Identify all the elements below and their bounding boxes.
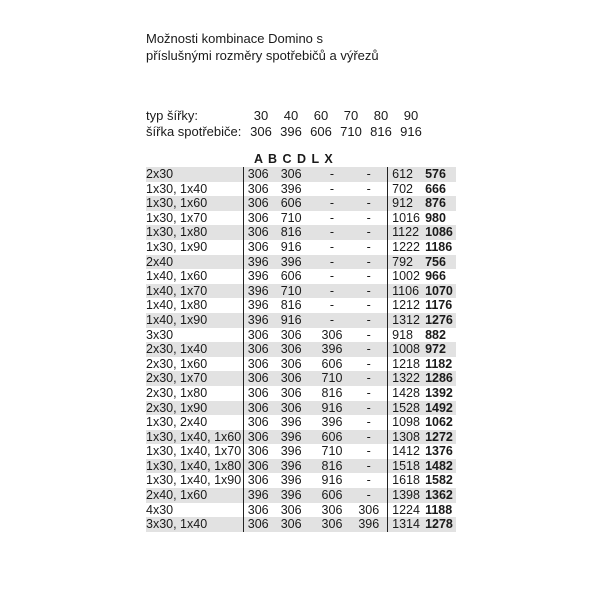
table-body [146, 167, 456, 532]
dimension-b-cell: 916 [280, 312, 302, 327]
combination-cell: 4x30 [146, 502, 174, 517]
dimension-x-cell: 1276 [425, 312, 453, 327]
dimension-x-cell: 1392 [425, 385, 453, 400]
dimension-c-cell: - [329, 298, 335, 313]
dimension-l-cell: 1312 [387, 313, 425, 328]
dimension-l-cell: 918 [387, 328, 425, 343]
table-row [146, 167, 456, 182]
dimension-x-cell: 980 [425, 210, 446, 225]
dimension-c-cell: - [329, 196, 335, 211]
table-row [146, 225, 456, 240]
dimension-a-cell: 306 [243, 371, 281, 386]
combination-cell: 1x30, 1x60 [146, 196, 208, 211]
table-row [146, 430, 456, 445]
type-width-row [146, 108, 426, 124]
dimension-a-cell: 396 [243, 255, 281, 270]
column-header-letters: A B C D L X [254, 152, 334, 166]
dimension-a-cell: 306 [243, 401, 281, 416]
dimension-l-cell: 1098 [387, 415, 425, 430]
dimension-l-cell: 1212 [387, 298, 425, 313]
dimension-l-cell: 1428 [387, 386, 425, 401]
dimension-b-cell: 306 [280, 167, 302, 181]
dimension-c-cell: - [329, 239, 335, 254]
dimension-l-cell: 1412 [387, 444, 425, 459]
type-width-value: 90 [403, 108, 419, 123]
table-row [146, 269, 456, 284]
dimension-d-cell: - [366, 181, 371, 196]
dimension-d-cell: - [366, 254, 371, 269]
dimension-l-cell: 1308 [387, 430, 425, 445]
combination-cell: 2x40, 1x60 [146, 488, 208, 503]
dimension-l-cell: 1122 [387, 225, 425, 240]
dimension-x-cell: 1362 [425, 488, 453, 503]
dimension-l-cell: 1518 [387, 459, 425, 474]
dimension-a-cell: 306 [243, 167, 281, 182]
table-row [146, 459, 456, 474]
dimension-b-cell: 306 [280, 356, 302, 371]
title-line-2: příslušnými rozměry spotřebičů a výřezů [146, 48, 379, 63]
dimension-c-cell: 396 [321, 342, 343, 357]
table-row [146, 328, 456, 343]
dimension-l-cell: 1222 [387, 240, 425, 255]
dimension-b-cell: 816 [280, 225, 302, 240]
dimension-b-cell: 306 [280, 327, 302, 342]
dimension-d-cell: - [366, 444, 371, 459]
dimension-a-cell: 306 [243, 211, 281, 226]
table-row [146, 342, 456, 357]
appliance-width-value: 306 [250, 124, 272, 139]
dimension-x-cell: 1286 [425, 371, 453, 386]
dimension-a-cell: 306 [243, 430, 281, 445]
dimension-x-cell: 1278 [425, 517, 453, 532]
dimension-x-cell: 1492 [425, 400, 453, 415]
dimension-d-cell: - [366, 298, 371, 313]
dimension-c-cell: - [329, 167, 335, 181]
dimension-c-cell: 606 [321, 488, 343, 503]
dimension-d-cell: - [366, 473, 371, 488]
dimension-a-cell: 306 [243, 240, 281, 255]
combination-cell: 2x30, 1x90 [146, 400, 208, 415]
table-row [146, 255, 456, 270]
dimension-d-cell: - [366, 371, 371, 386]
dimension-d-cell: - [366, 385, 371, 400]
dimension-x-cell: 972 [425, 342, 446, 357]
type-width-value: 60 [313, 108, 329, 123]
appliance-width-row [146, 124, 426, 140]
table-row [146, 503, 456, 518]
table-row [146, 182, 456, 197]
table-row [146, 488, 456, 503]
dimension-l-cell: 1016 [387, 211, 425, 226]
combination-cell: 2x30, 1x80 [146, 385, 208, 400]
appliance-width-value: 606 [310, 124, 332, 139]
dimension-x-cell: 666 [425, 181, 446, 196]
table-row [146, 298, 456, 313]
dimension-a-cell: 306 [243, 444, 281, 459]
dimension-a-cell: 306 [243, 415, 281, 430]
dimension-x-cell: 1176 [425, 298, 453, 313]
dimension-c-cell: - [329, 181, 335, 196]
appliance-width-value: 916 [400, 124, 422, 139]
dimension-l-cell: 1314 [387, 517, 425, 532]
dimension-d-cell: 306 [358, 502, 380, 517]
width-types-block [146, 108, 426, 140]
combination-cell: 2x30, 1x70 [146, 371, 208, 386]
dimension-b-cell: 306 [280, 517, 302, 532]
dimension-c-cell: 710 [321, 444, 343, 459]
table-row [146, 371, 456, 386]
dimension-d-cell: - [366, 312, 371, 327]
combination-cell: 1x30, 2x40 [146, 415, 208, 430]
dimension-c-cell: - [329, 312, 335, 327]
type-width-value: 30 [253, 108, 269, 123]
dimension-a-cell: 396 [243, 269, 281, 284]
dimension-d-cell: 396 [358, 517, 380, 532]
table-row [146, 284, 456, 299]
dimension-x-cell: 1070 [425, 283, 453, 298]
dimension-a-cell: 396 [243, 488, 281, 503]
combination-cell: 1x30, 1x40, 1x90 [146, 473, 242, 488]
combination-cell: 1x30, 1x40, 1x80 [146, 458, 242, 473]
dimension-d-cell: - [366, 167, 371, 181]
dimension-l-cell: 912 [387, 196, 425, 211]
dimension-b-cell: 396 [280, 488, 302, 503]
dimension-b-cell: 306 [280, 342, 302, 357]
table-row [146, 444, 456, 459]
dimension-b-cell: 306 [280, 502, 302, 517]
dimension-x-cell: 1182 [425, 356, 453, 371]
combination-cell: 1x30, 1x40 [146, 181, 208, 196]
dimension-b-cell: 396 [280, 254, 302, 269]
combination-cell: 2x40 [146, 254, 174, 269]
dimension-l-cell: 1002 [387, 269, 425, 284]
table-header [146, 152, 456, 167]
document-title [146, 30, 379, 64]
table-row [146, 313, 456, 328]
dimension-b-cell: 916 [280, 239, 302, 254]
dimension-a-cell: 396 [243, 298, 281, 313]
dimension-c-cell: 916 [321, 400, 343, 415]
dimension-a-cell: 396 [243, 284, 281, 299]
combination-cell: 1x30, 1x40, 1x70 [146, 444, 242, 459]
table-row [146, 473, 456, 488]
dimension-a-cell: 306 [243, 503, 281, 518]
dimension-c-cell: 816 [321, 458, 343, 473]
dimension-c-cell: 710 [321, 371, 343, 386]
dimension-x-cell: 1062 [425, 415, 453, 430]
dimension-b-cell: 306 [280, 371, 302, 386]
dimension-c-cell: - [329, 225, 335, 240]
type-width-value: 40 [283, 108, 299, 123]
dimension-a-cell: 306 [243, 473, 281, 488]
combination-cell: 2x30, 1x40 [146, 342, 208, 357]
dimension-x-cell: 882 [425, 327, 446, 342]
dimension-x-cell: 1188 [425, 502, 453, 517]
combination-cell: 3x30, 1x40 [146, 517, 208, 532]
combination-cell: 1x30, 1x70 [146, 210, 208, 225]
dimension-l-cell: 1398 [387, 488, 425, 503]
dimension-x-cell: 756 [425, 254, 446, 269]
table-row [146, 401, 456, 416]
dimension-b-cell: 606 [280, 196, 302, 211]
dimension-l-cell: 1106 [387, 284, 425, 299]
dimension-d-cell: - [366, 356, 371, 371]
dimension-b-cell: 606 [280, 269, 302, 284]
combination-cell: 1x30, 1x80 [146, 225, 208, 240]
dimension-d-cell: - [366, 269, 371, 284]
dimension-d-cell: - [366, 283, 371, 298]
dimension-d-cell: - [366, 327, 371, 342]
dimension-l-cell: 702 [387, 182, 425, 197]
dimension-c-cell: - [329, 210, 335, 225]
dimension-x-cell: 876 [425, 196, 446, 211]
dimension-l-cell: 612 [387, 167, 425, 182]
dimension-c-cell: 606 [321, 429, 343, 444]
dimension-l-cell: 1218 [387, 357, 425, 372]
table-row [146, 196, 456, 211]
table-row [146, 211, 456, 226]
dimension-c-cell: - [329, 254, 335, 269]
dimension-a-cell: 306 [243, 328, 281, 343]
combination-cell: 1x30, 1x90 [146, 239, 208, 254]
dimension-x-cell: 1086 [425, 225, 453, 240]
dimension-b-cell: 396 [280, 429, 302, 444]
dimension-d-cell: - [366, 196, 371, 211]
appliance-width-value: 710 [340, 124, 362, 139]
dimension-c-cell: 606 [321, 356, 343, 371]
combination-cell: 2x30, 1x60 [146, 356, 208, 371]
dimension-c-cell: 306 [321, 502, 343, 517]
table-row [146, 517, 456, 532]
dimension-a-cell: 306 [243, 386, 281, 401]
dimension-c-cell: 396 [321, 415, 343, 430]
dimension-x-cell: 1186 [425, 239, 453, 254]
dimension-d-cell: - [366, 415, 371, 430]
dimension-c-cell: 916 [321, 473, 343, 488]
dimension-a-cell: 306 [243, 196, 281, 211]
dimension-x-cell: 1482 [425, 458, 453, 473]
dimension-x-cell: 1376 [425, 444, 453, 459]
table-row [146, 415, 456, 430]
dimension-b-cell: 710 [280, 283, 302, 298]
combination-cell: 1x40, 1x90 [146, 312, 208, 327]
title-line-1: Možnosti kombinace Domino s [146, 31, 324, 46]
dimension-c-cell: 306 [321, 517, 343, 532]
combination-cell: 1x40, 1x60 [146, 269, 208, 284]
dimension-c-cell: - [329, 269, 335, 284]
dimension-a-cell: 306 [243, 182, 281, 197]
type-width-value: 80 [373, 108, 389, 123]
combination-cell: 2x30 [146, 167, 174, 181]
dimension-b-cell: 306 [280, 385, 302, 400]
type-width-value: 70 [343, 108, 359, 123]
combination-cell: 1x30, 1x40, 1x60 [146, 429, 242, 444]
dimension-d-cell: - [366, 239, 371, 254]
dimension-c-cell: 306 [321, 327, 343, 342]
table-row [146, 240, 456, 255]
dimension-l-cell: 1528 [387, 401, 425, 416]
dimension-d-cell: - [366, 458, 371, 473]
dimension-a-cell: 306 [243, 342, 281, 357]
dimension-d-cell: - [366, 429, 371, 444]
dimension-x-cell: 1582 [425, 473, 453, 488]
dimension-b-cell: 396 [280, 415, 302, 430]
dimension-b-cell: 306 [280, 400, 302, 415]
dimension-d-cell: - [366, 225, 371, 240]
dimension-d-cell: - [366, 488, 371, 503]
dimension-x-cell: 1272 [425, 429, 453, 444]
dimension-l-cell: 1618 [387, 473, 425, 488]
type-width-label: typ šířky: [146, 108, 199, 123]
dimension-l-cell: 1008 [387, 342, 425, 357]
dimension-c-cell: - [329, 283, 335, 298]
table-row [146, 386, 456, 401]
dimension-b-cell: 396 [280, 458, 302, 473]
dimension-a-cell: 396 [243, 313, 281, 328]
appliance-width-label: šířka spotřebiče: [146, 124, 242, 139]
combination-cell: 1x40, 1x70 [146, 283, 208, 298]
appliance-width-value: 396 [280, 124, 302, 139]
dimension-b-cell: 816 [280, 298, 302, 313]
dimension-a-cell: 306 [243, 225, 281, 240]
dimension-x-cell: 966 [425, 269, 446, 284]
dimension-a-cell: 306 [243, 517, 281, 532]
dimension-x-cell: 576 [425, 167, 446, 181]
dimension-d-cell: - [366, 400, 371, 415]
dimension-l-cell: 792 [387, 255, 425, 270]
dimension-a-cell: 306 [243, 357, 281, 372]
dimension-c-cell: 816 [321, 385, 343, 400]
dimension-d-cell: - [366, 210, 371, 225]
combinations-table [146, 152, 456, 532]
dimension-b-cell: 710 [280, 210, 302, 225]
dimension-b-cell: 396 [280, 181, 302, 196]
appliance-width-value: 816 [370, 124, 392, 139]
dimension-d-cell: - [366, 342, 371, 357]
dimension-l-cell: 1224 [387, 503, 425, 518]
dimension-a-cell: 306 [243, 459, 281, 474]
combination-cell: 1x40, 1x80 [146, 298, 208, 313]
table-row [146, 357, 456, 372]
dimension-b-cell: 396 [280, 473, 302, 488]
dimension-l-cell: 1322 [387, 371, 425, 386]
combination-cell: 3x30 [146, 327, 174, 342]
dimension-b-cell: 396 [280, 444, 302, 459]
